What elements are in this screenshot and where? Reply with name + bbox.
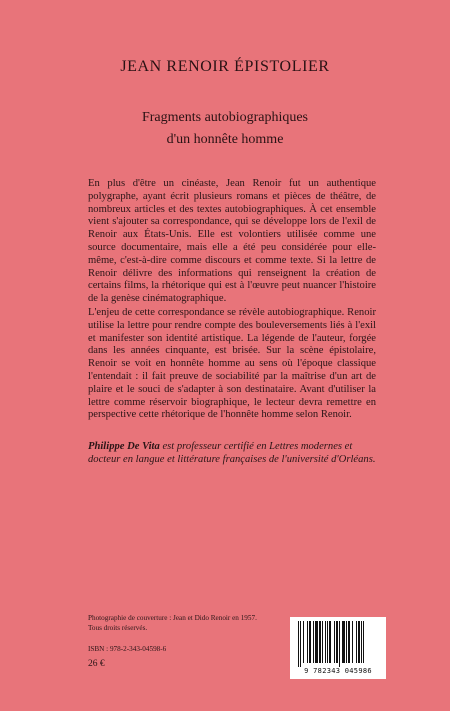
book-subtitle	[0, 107, 450, 151]
photo-credit: Photographie de couverture : Jean et Dido Renoir en 1957. Tous droits réservés.	[88, 614, 257, 632]
author-description: est professeur certifié en Lettres modernes et docteur en langue et littérature françaises de l'université d'Orléans.	[88, 441, 376, 465]
blurb	[88, 178, 376, 423]
barcode-bars	[296, 621, 380, 667]
author-name: Philippe De Vita	[88, 441, 160, 452]
blurb-paragraph-2: L'enjeu de cette correspondance se révèle autobiographique. Renoir utilise la lettre pour rendre compte des bouleversements liés à l'exil et manifester son identité artistique. La légende de l'auteur, forgée dans les années cinquante, est brisée. Sur la scène épistolaire, Renoir se voit en honnête homme au sens où l'époque classique l'entendait : il fait preuve de sociabilité par la maîtrise d'un art de plaire et le souci de s'adapter à son destinataire. Avant d'utiliser la lettre comme réservoir biographique, le lecteur devra remettre en perspective cette rhétorique de l'honnête homme selon Renoir.	[88, 306, 376, 421]
subtitle-line-1: Fragments autobiographiques	[141, 110, 309, 125]
barcode-digits: 9 782343 045986	[304, 667, 372, 675]
barcode	[290, 617, 386, 679]
author-bio	[88, 440, 376, 466]
price: 26 €	[88, 659, 105, 669]
book-title: JEAN RENOIR ÉPISTOLIER	[120, 58, 330, 75]
blurb-paragraph-1: En plus d'être un cinéaste, Jean Renoir fut un authentique polygraphe, ayant écrit plusieurs romans et pièces de théâtre, de nombreux articles et des textes autobiographiques. À cet ensemble vient s'ajouter sa correspondance, qui se développe lors de l'exil de Renoir aux États-Unis. Elle est volontiers utilisée comme une source documentaire, mais elle a été peu considérée pour elle-même, c'est-à-dire comme discours et comme texte. Si la lettre de Renoir délivre des informations qui renseignent la création de certains films, la rhétorique qui est à l'œuvre peut nuancer l'histoire de la genèse cinématographique.	[88, 178, 376, 305]
isbn: ISBN : 978-2-343-04598-6	[88, 645, 167, 653]
subtitle-line-2: d'un honnête homme	[166, 132, 284, 147]
